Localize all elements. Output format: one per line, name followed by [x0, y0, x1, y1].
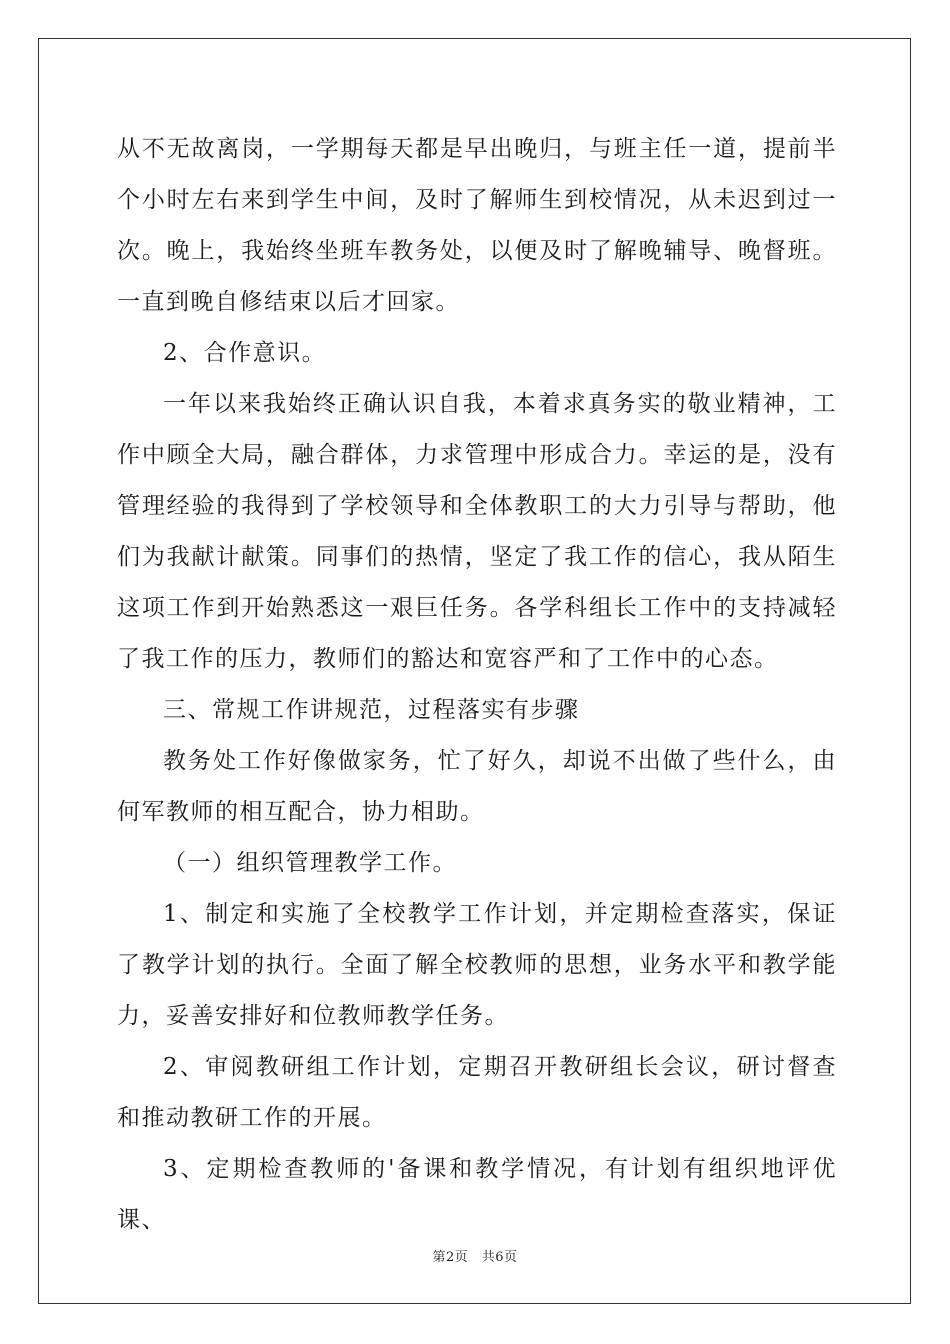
document-body [117, 124, 837, 1246]
paragraph-1: 从不无故离岗，一学期每天都是早出晚归，与班主任一道，提前半个小时左右来到学生中间，及时了解师生到校情况，从未迟到过一次。晚上，我始终坐班车教务处，以便及时了解晚辅导、晚督班。一直到晚自修结束以后才回家。 [117, 136, 837, 315]
page-number-footer: 第2页 共6页 [432, 1250, 518, 1265]
paragraph-5: 教务处工作好像做家务，忙了好久，却说不出做了些什么，由何军教师的相互配合，协力相助。 [117, 748, 837, 825]
paragraph-8: 2、审阅教研组工作计划，定期召开教研组长会议，研讨督查和推动教研工作的开展。 [117, 1054, 837, 1131]
paragraph-7: 1、制定和实施了全校教学工作计划，并定期检查落实，保证了教学计划的执行。全面了解全校教师的思想，业务水平和教学能力，妥善安排好和位教师教学任务。 [117, 901, 837, 1029]
paragraph-3: 一年以来我始终正确认识自我，本着求真务实的敬业精神，工作中顾全大局，融合群体，力求管理中形成合力。幸运的是，没有管理经验的我得到了学校领导和全体教职工的大力引导与帮助，他们为我献计献策。同事们的热情，坚定了我工作的信心，我从陌生这项工作到开始熟悉这一艰巨任务。各学科组长工作中的支持减轻了我工作的压力，教师们的豁达和宽容严和了工作中的心态。 [117, 391, 837, 672]
paragraph-2: 2、合作意识。 [163, 340, 327, 366]
section-heading: 三、常规工作讲规范，过程落实有步骤 [163, 697, 580, 723]
subsection-heading: （一）组织管理教学工作。 [163, 850, 457, 876]
paragraph-9: 3、定期检查教师的'备课和教学情况，有计划有组织地评优课、 [117, 1156, 837, 1233]
